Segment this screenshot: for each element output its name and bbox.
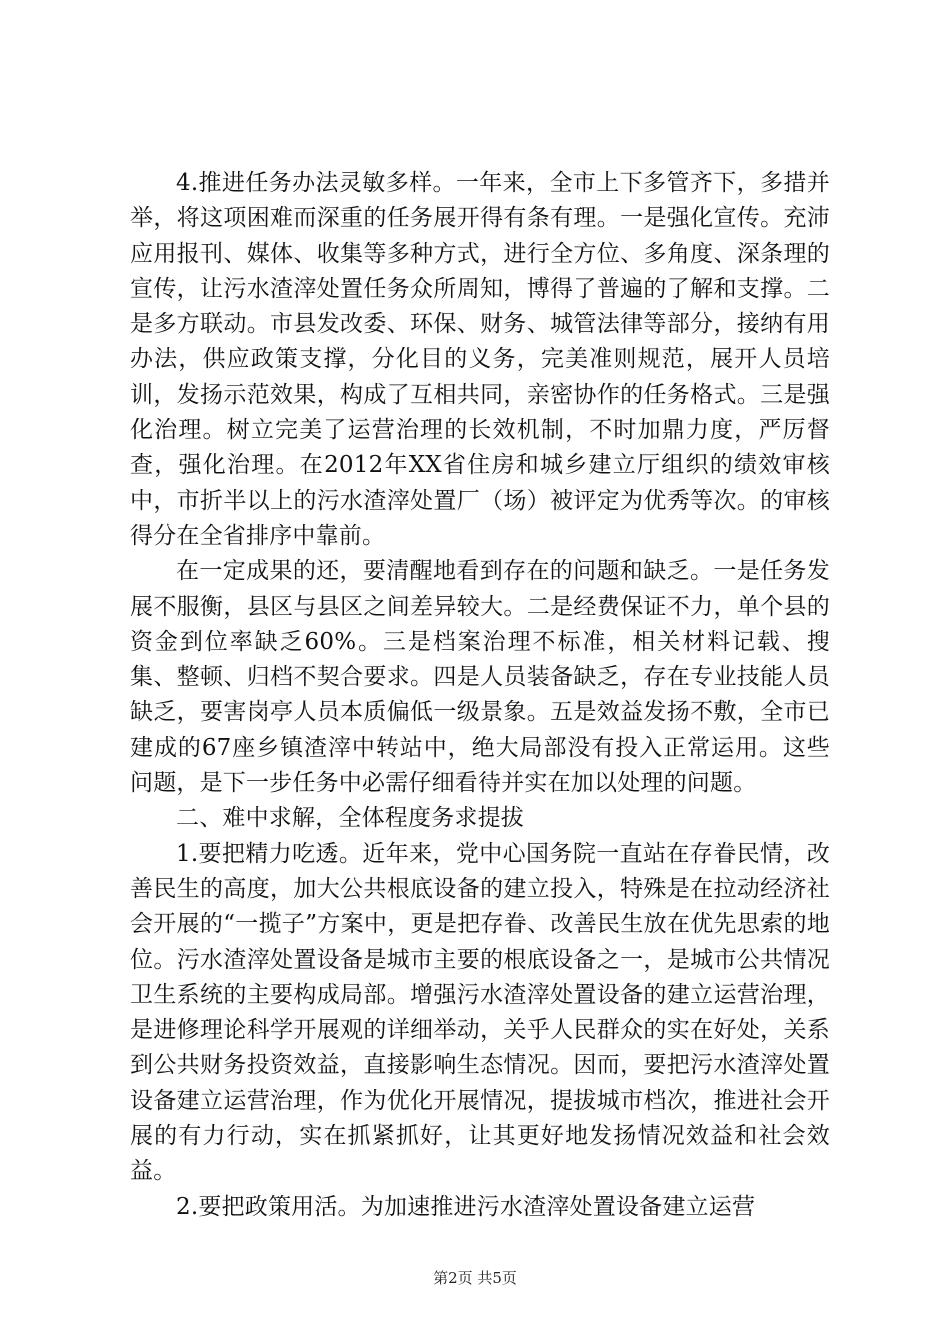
section-heading-two: 二、难中求解，全体程度务求提拔 — [176, 805, 524, 832]
paragraph-task-methods: 4.推进任务办法灵敏多样。一年来，全市上下多管齐下，多措并举，将这项困难而深重的任务展开得有条有理。一是强化宣传。充沛应用报刊、媒体、收集等多种方式，进行全方位、多角度、深条理的宣传，让污水渣滓处置任务众所周知，博得了普遍的了解和支撑。二是多方联动。市县发改委、环保、财务、城管法律等部分，接纳有用办法，供应政策支撑，分化目的义务，完美准则规范，展开人员培训，发扬示范效果，构成了互相共同，亲密协作的任务格式。三是强化治理。树立完美了运营治理的长效机制，不时加鼎力度，严厉督查，强化治理。在2012年XX省住房和城乡建立厅组织的绩效审核中，市折半以上的污水渣滓处置厂（场）被评定为优秀等次。的审核得分在全省排序中靠前。 — [130, 170, 830, 549]
paragraph-problems: 在一定成果的还，要清醒地看到存在的问题和缺乏。一是任务发展不服衡，县区与县区之间差异较大。二是经费保证不力，单个县的资金到位率缺乏60%。三是档案治理不标准，相关材料记载、搜集、整顿、归档不契合要求。四是人员装备缺乏，存在专业技能人员缺乏，要害岗亭人员本质偏低一级景象。五是效益发扬不敷，全市已建成的67座乡镇渣滓中转站中，绝大局部没有投入正常运用。这些问题，是下一步任务中必需仔细看待并实在加以处理的问题。 — [130, 558, 830, 797]
paragraph-policy: 2.要把政策用活。为加速推进污水渣滓处置设备建立运营 — [176, 1193, 756, 1220]
paragraph-spirit: 1.要把精力吃透。近年来，党中心国务院一直站在存眷民情，改善民生的高度，加大公共根底设备的建立投入，特殊是在拉动经济社会开展的“一揽子”方案中，更是把存眷、改善民生放在优先思索的地位。污水渣滓处置设备是城市主要的根底设备之一，是城市公共情况卫生系统的主要构成局部。增强污水渣滓处置设备的建立运营治理，是进修理论科学开展观的详细举动，关乎人民群众的实在好处，关系到公共财务投资效益，直接影响生态情况。因而，要把污水渣滓处置设备建立运营治理，作为优化开展情况，提拔城市档次，推进社会开展的有力行动，实在抓紧抓好，让其更好地发扬情况效益和社会效益。 — [130, 840, 830, 1185]
document-body — [130, 166, 830, 1225]
page-number-footer: 第2页 共5页 — [433, 1269, 517, 1287]
